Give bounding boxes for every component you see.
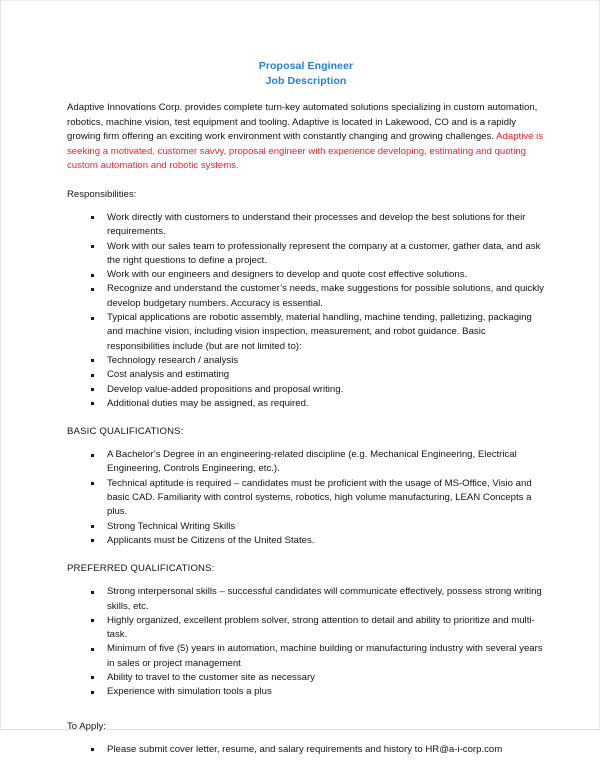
list-item: [67, 520, 545, 534]
list-item: [67, 685, 545, 699]
list-item: [67, 448, 545, 477]
list-item: [67, 743, 545, 757]
list-item-text: Strong interpersonal skills – successful candidates will communicate effectively, possess strong writing skills, etc.: [107, 586, 542, 612]
list-item-text: A Bachelor’s Degree in an engineering-related discipline (e.g. Mechanical Engineering, Electrical Engineering, Controls Engineering, etc.).: [107, 449, 517, 475]
list-item: [67, 397, 545, 411]
bullet-icon: [91, 402, 94, 405]
bullet-icon: [91, 245, 94, 248]
bullet-icon: [91, 691, 94, 694]
bullet-icon: [91, 482, 94, 485]
list-item-text: Highly organized, excellent problem solver, strong attention to detail and ability to prioritize and multi-task.: [107, 614, 535, 641]
list-item: [67, 368, 545, 382]
list-item-text: Technical aptitude is required – candidates must be proficient with the usage of MS-Office, Visio and basic CAD. Familiarity with control systems, robotics, high volume manufacturing, LEAN Concepts a plus.: [107, 477, 532, 518]
bullet-icon: [91, 591, 94, 594]
bullet-icon: [91, 359, 94, 362]
page-subtitle: Job Description: [265, 75, 347, 87]
list-item-text: Technology research / analysis: [107, 354, 239, 366]
section-label-preferred-qualifications: PREFERRED QUALIFICATIONS:: [67, 563, 215, 575]
list-item: [67, 614, 545, 643]
list-item: [67, 311, 545, 354]
bullet-icon: [91, 619, 94, 622]
list-item: [67, 282, 545, 311]
list-item-text: Additional duties may be assigned, as required.: [107, 397, 309, 409]
list-item: [67, 642, 545, 671]
list-item-text: Please submit cover letter, resume, and salary requirements and history to HR@a-i-corp.com: [107, 743, 503, 755]
section-label-to-apply: To Apply:: [67, 720, 106, 732]
list-responsibilities: [67, 211, 545, 411]
bullet-icon: [91, 539, 94, 542]
section-label-responsibilities: Responsibilities:: [67, 188, 137, 200]
document-header: [67, 59, 545, 89]
list-item-text: Strong Technical Writing Skills: [107, 520, 236, 532]
document-body: [67, 59, 545, 771]
page-title: Proposal Engineer: [258, 60, 354, 72]
list-item-text: Typical applications are robotic assembly, material handling, machine tending, palletizing, packaging and machine vision, including vision inspection, measurement, and robot guidance. Basic responsibilities include (but are not limited to):: [107, 312, 532, 352]
intro-paragraph: [67, 101, 545, 174]
list-item: [67, 585, 545, 614]
list-item: [67, 477, 545, 520]
bullet-icon: [91, 374, 94, 377]
bullet-icon: [91, 525, 94, 528]
list-item-text: Minimum of five (5) years in automation, machine building or manufacturing industry with several years in sales or project management: [107, 643, 543, 669]
list-item-text: Recognize and understand the customer’s needs, make suggestions for possible solutions, and quickly develop budgetary numbers. Accuracy is essential.: [107, 283, 544, 309]
list-item: [67, 268, 545, 282]
list-item-text: Work directly with customers to understand their processes and develop the best solutions for their requirements.: [107, 211, 526, 238]
list-item-text: Cost analysis and estimating: [107, 369, 230, 381]
list-item: [67, 354, 545, 368]
list-item: [67, 383, 545, 397]
bullet-icon: [91, 388, 94, 391]
list-item-text: Experience with simulation tools a plus: [107, 686, 272, 698]
list-item-text: Work with our engineers and designers to develop and quote cost effective solutions.: [107, 269, 468, 281]
bullet-icon: [91, 216, 94, 219]
bullet-icon: [91, 676, 94, 679]
list-item-text: Work with our sales team to professionally represent the company at a customer, gather data, and ask the right questions to define a project.: [107, 240, 541, 266]
list-item-text: Ability to travel to the customer site as necessary: [107, 671, 315, 683]
list-item: [67, 240, 545, 269]
section-label-basic-qualifications: BASIC QUALIFICATIONS:: [67, 426, 184, 438]
bullet-icon: [91, 454, 94, 457]
list-basic-qualifications: [67, 448, 545, 548]
list-item-text: Applicants must be Citizens of the United States.: [107, 534, 315, 546]
bullet-icon: [91, 317, 94, 320]
bullet-icon: [91, 748, 94, 751]
list-to-apply: [67, 743, 545, 757]
bullet-icon: [91, 288, 94, 291]
intro-black-text: Adaptive Innovations Corp. provides complete turn-key automated solutions specializing in custom automation, robotics, machine vision, test equipment and tooling. Adaptive is located in Lakewood, CO and is a rapidly growing firm offering an exciting work environment with constantly changing and growing challenges.: [67, 102, 538, 143]
bullet-icon: [91, 274, 94, 277]
list-item-text: Develop value-added propositions and proposal writing.: [107, 383, 344, 395]
list-item: [67, 671, 545, 685]
bullet-icon: [91, 648, 94, 651]
intro-red-highlight: Adaptive is seeking a motivated, customer savvy, proposal engineer with experience developing, estimating and quoting custom automation and robotic systems.: [67, 131, 544, 172]
list-item: [67, 534, 545, 548]
list-preferred-qualifications: [67, 585, 545, 699]
list-item: [67, 211, 545, 240]
